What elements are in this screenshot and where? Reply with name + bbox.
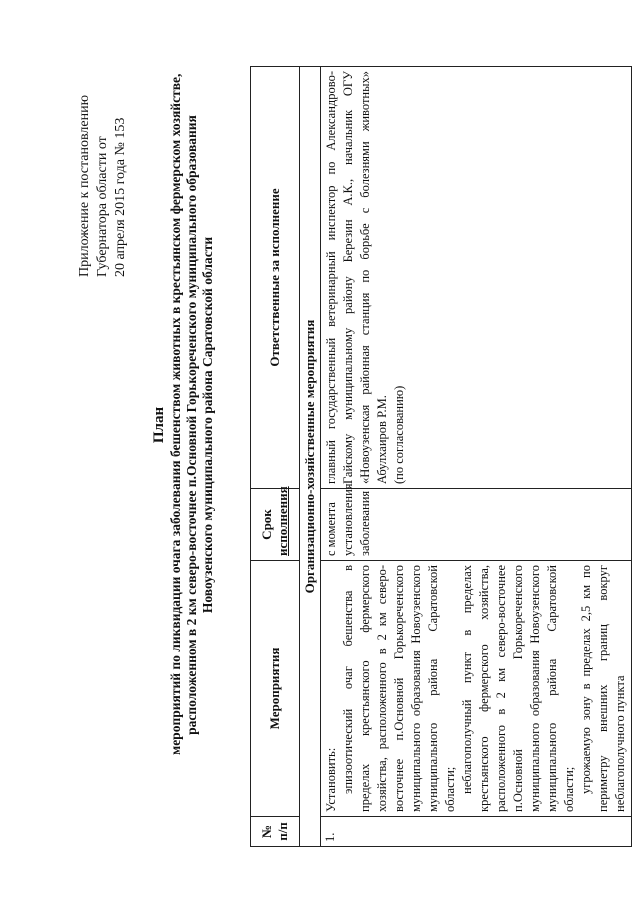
title-line: мероприятий по ликвидации очага заболевания бешенством животных в крестьянском фермерском хозяйстве, xyxy=(168,73,183,755)
measure-paragraph: угрожаемую зону в пределах 2,5 км по периметру внешних границ вокруг неблагополучного пункта xyxy=(579,565,627,812)
row-measures xyxy=(321,561,632,817)
section-row xyxy=(300,67,321,847)
row-responsible xyxy=(321,67,632,489)
header-term-line: исполнения xyxy=(275,486,290,556)
measure-paragraph: Установить: xyxy=(324,747,338,812)
plan-table xyxy=(250,66,632,847)
title-line: расположенном в 2 км северо-восточнее п.Основной Горькореченского муниципального образования xyxy=(184,115,199,735)
appendix-line: 20 апреля 2015 года № 153 xyxy=(113,117,128,277)
row-num: 1. xyxy=(321,817,632,847)
responsible-paragraph: (по согласованию) xyxy=(392,385,406,484)
section-title: Организационно-хозяйственные мероприятия xyxy=(300,67,321,847)
appendix-line: Приложение к постановлению xyxy=(77,94,92,277)
document-title xyxy=(150,73,216,755)
measure-paragraph: эпизоотический очаг бешенства в пределах крестьянского фермерского хозяйства, расположенного в 2 км северо-восточнее п.Основной Горькореченского муниципального образования Новоузенского муниципального района Саратовской области; xyxy=(341,565,457,812)
header-term xyxy=(251,486,300,561)
title-line: Новоузенского муниципального района Саратовской области xyxy=(200,236,215,614)
header-responsible: Ответственные за исполнение xyxy=(251,67,300,489)
appendix-line: Губернатора области от xyxy=(95,136,110,277)
header-measures: Мероприятия xyxy=(251,561,300,817)
responsible-paragraph: главный государственный ветеринарный инспектор по Александрово-Гайскому муниципальному району Березин А.К., начальник ОГУ «Новоузенская районная станция по борьбе с болезнями животных» Абулхаиров Р.М. xyxy=(324,71,389,484)
table-row xyxy=(321,67,632,847)
table-header-row xyxy=(251,67,300,847)
row-term: с момента установления заболевания xyxy=(321,489,632,561)
measure-paragraph: неблагополучный пункт в пределах крестьянского фермерского хозяйства, расположенного в 2 км северо-восточнее п.Основной Горькореченского муниципального образования Новоузенского муниципального района Саратовской области; xyxy=(460,565,576,812)
header-term-line: Срок xyxy=(259,509,274,540)
title-word: План xyxy=(151,406,167,444)
header-num: № п/п xyxy=(251,817,300,847)
appendix-note xyxy=(76,27,130,277)
